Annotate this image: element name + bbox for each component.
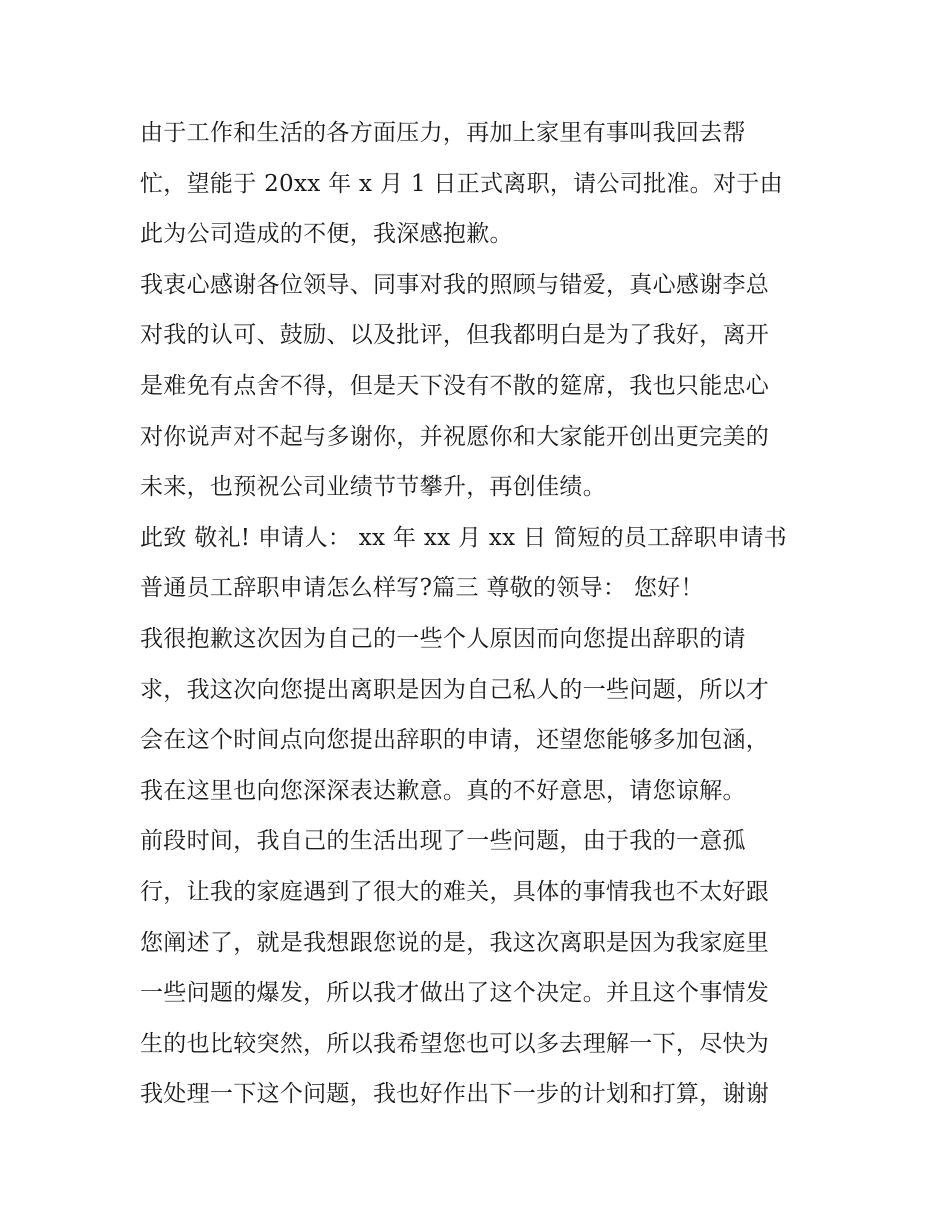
text-line: 会在这个时间点向您提出辞职的申请，还望您能够多加包涵， [140, 727, 770, 754]
text-line: 生的也比较突然，所以我希望您也可以多去理解一下，尽快为 [140, 1030, 770, 1057]
text-line: 此致 敬礼! 申请人： xx 年 xx 月 xx 日 简短的员工辞职申请书 [140, 524, 787, 551]
document-body [140, 108, 820, 1120]
text-line: 求，我这次向您提出离职是因为自己私人的一些问题，所以才 [140, 676, 770, 703]
text-line: 对你说声对不起与多谢你，并祝愿你和大家能开创出更完美的 [140, 423, 770, 450]
text-line: 未来，也预祝公司业绩节节攀升，再创佳绩。 [140, 474, 606, 501]
text-line: 前段时间，我自己的生活出现了一些问题，由于我的一意孤 [140, 828, 746, 855]
text-line: 对我的认可、鼓励、以及批评，但我都明白是为了我好，离开 [140, 322, 770, 349]
text-line: 忙，望能于 20xx 年 x 月 1 日正式离职，请公司批准。对于由 [140, 170, 783, 197]
text-line: 普通员工辞职申请怎么样写?篇三 尊敬的领导： 您好！ [140, 575, 704, 602]
text-line: 由于工作和生活的各方面压力，再加上家里有事叫我回去帮 [140, 120, 746, 146]
text-line: 我很抱歉这次因为自己的一些个人原因而向您提出辞职的请 [140, 625, 746, 652]
text-line: 您阐述了，就是我想跟您说的是，我这次离职是因为我家庭里 [140, 929, 770, 956]
text-line: 是难免有点舍不得，但是天下没有不散的筵席，我也只能忠心 [140, 372, 770, 399]
text-line: 我衷心感谢各位领导、同事对我的照顾与错爱，真心感谢李总 [140, 271, 770, 298]
text-line: 我处理一下这个问题，我也好作出下一步的计划和打算，谢谢 [140, 1081, 770, 1108]
text-line: 此为公司造成的不便，我深感抱歉。 [140, 221, 513, 248]
text-line: 行，让我的家庭遇到了很大的难关，具体的事情我也不太好跟 [140, 878, 770, 905]
text-line: 我在这里也向您深深表达歉意。真的不好意思，请您谅解。 [140, 777, 746, 804]
text-line: 一些问题的爆发，所以我才做出了这个决定。并且这个事情发 [140, 980, 770, 1007]
